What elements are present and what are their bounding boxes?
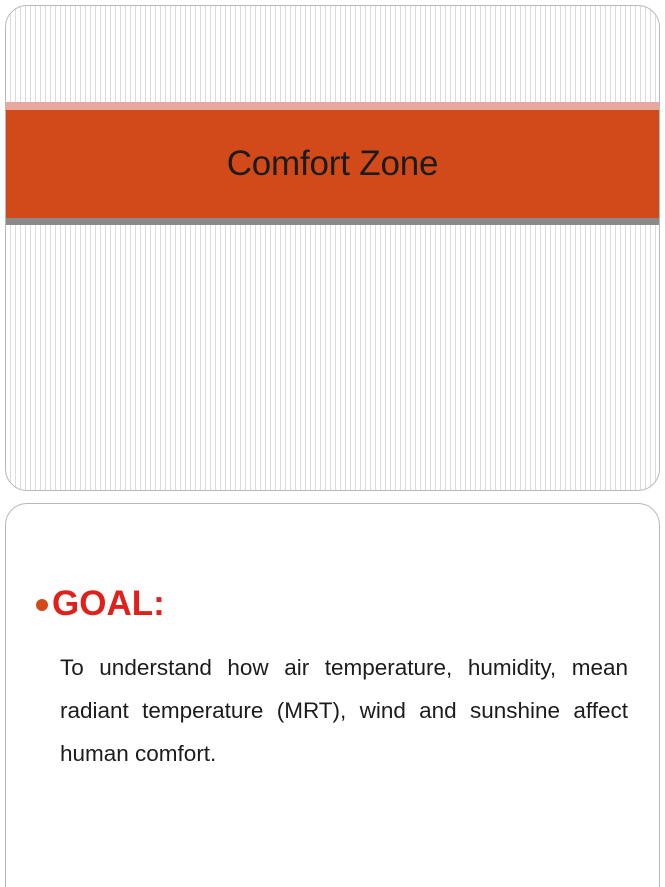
title-band xyxy=(6,110,659,220)
gray-accent-band xyxy=(6,218,659,225)
goal-body-text: To understand how air temperature, humidity, mean radiant temperature (MRT), wind and sunshine affect human comfort. xyxy=(60,655,628,766)
goal-heading: GOAL: xyxy=(52,584,165,623)
slide-title: Comfort Zone xyxy=(226,144,439,183)
goal-heading-line xyxy=(36,584,165,624)
goal-slide xyxy=(5,503,660,887)
pink-accent-band xyxy=(6,102,659,110)
bullet-icon xyxy=(36,599,48,611)
title-slide xyxy=(5,5,660,491)
